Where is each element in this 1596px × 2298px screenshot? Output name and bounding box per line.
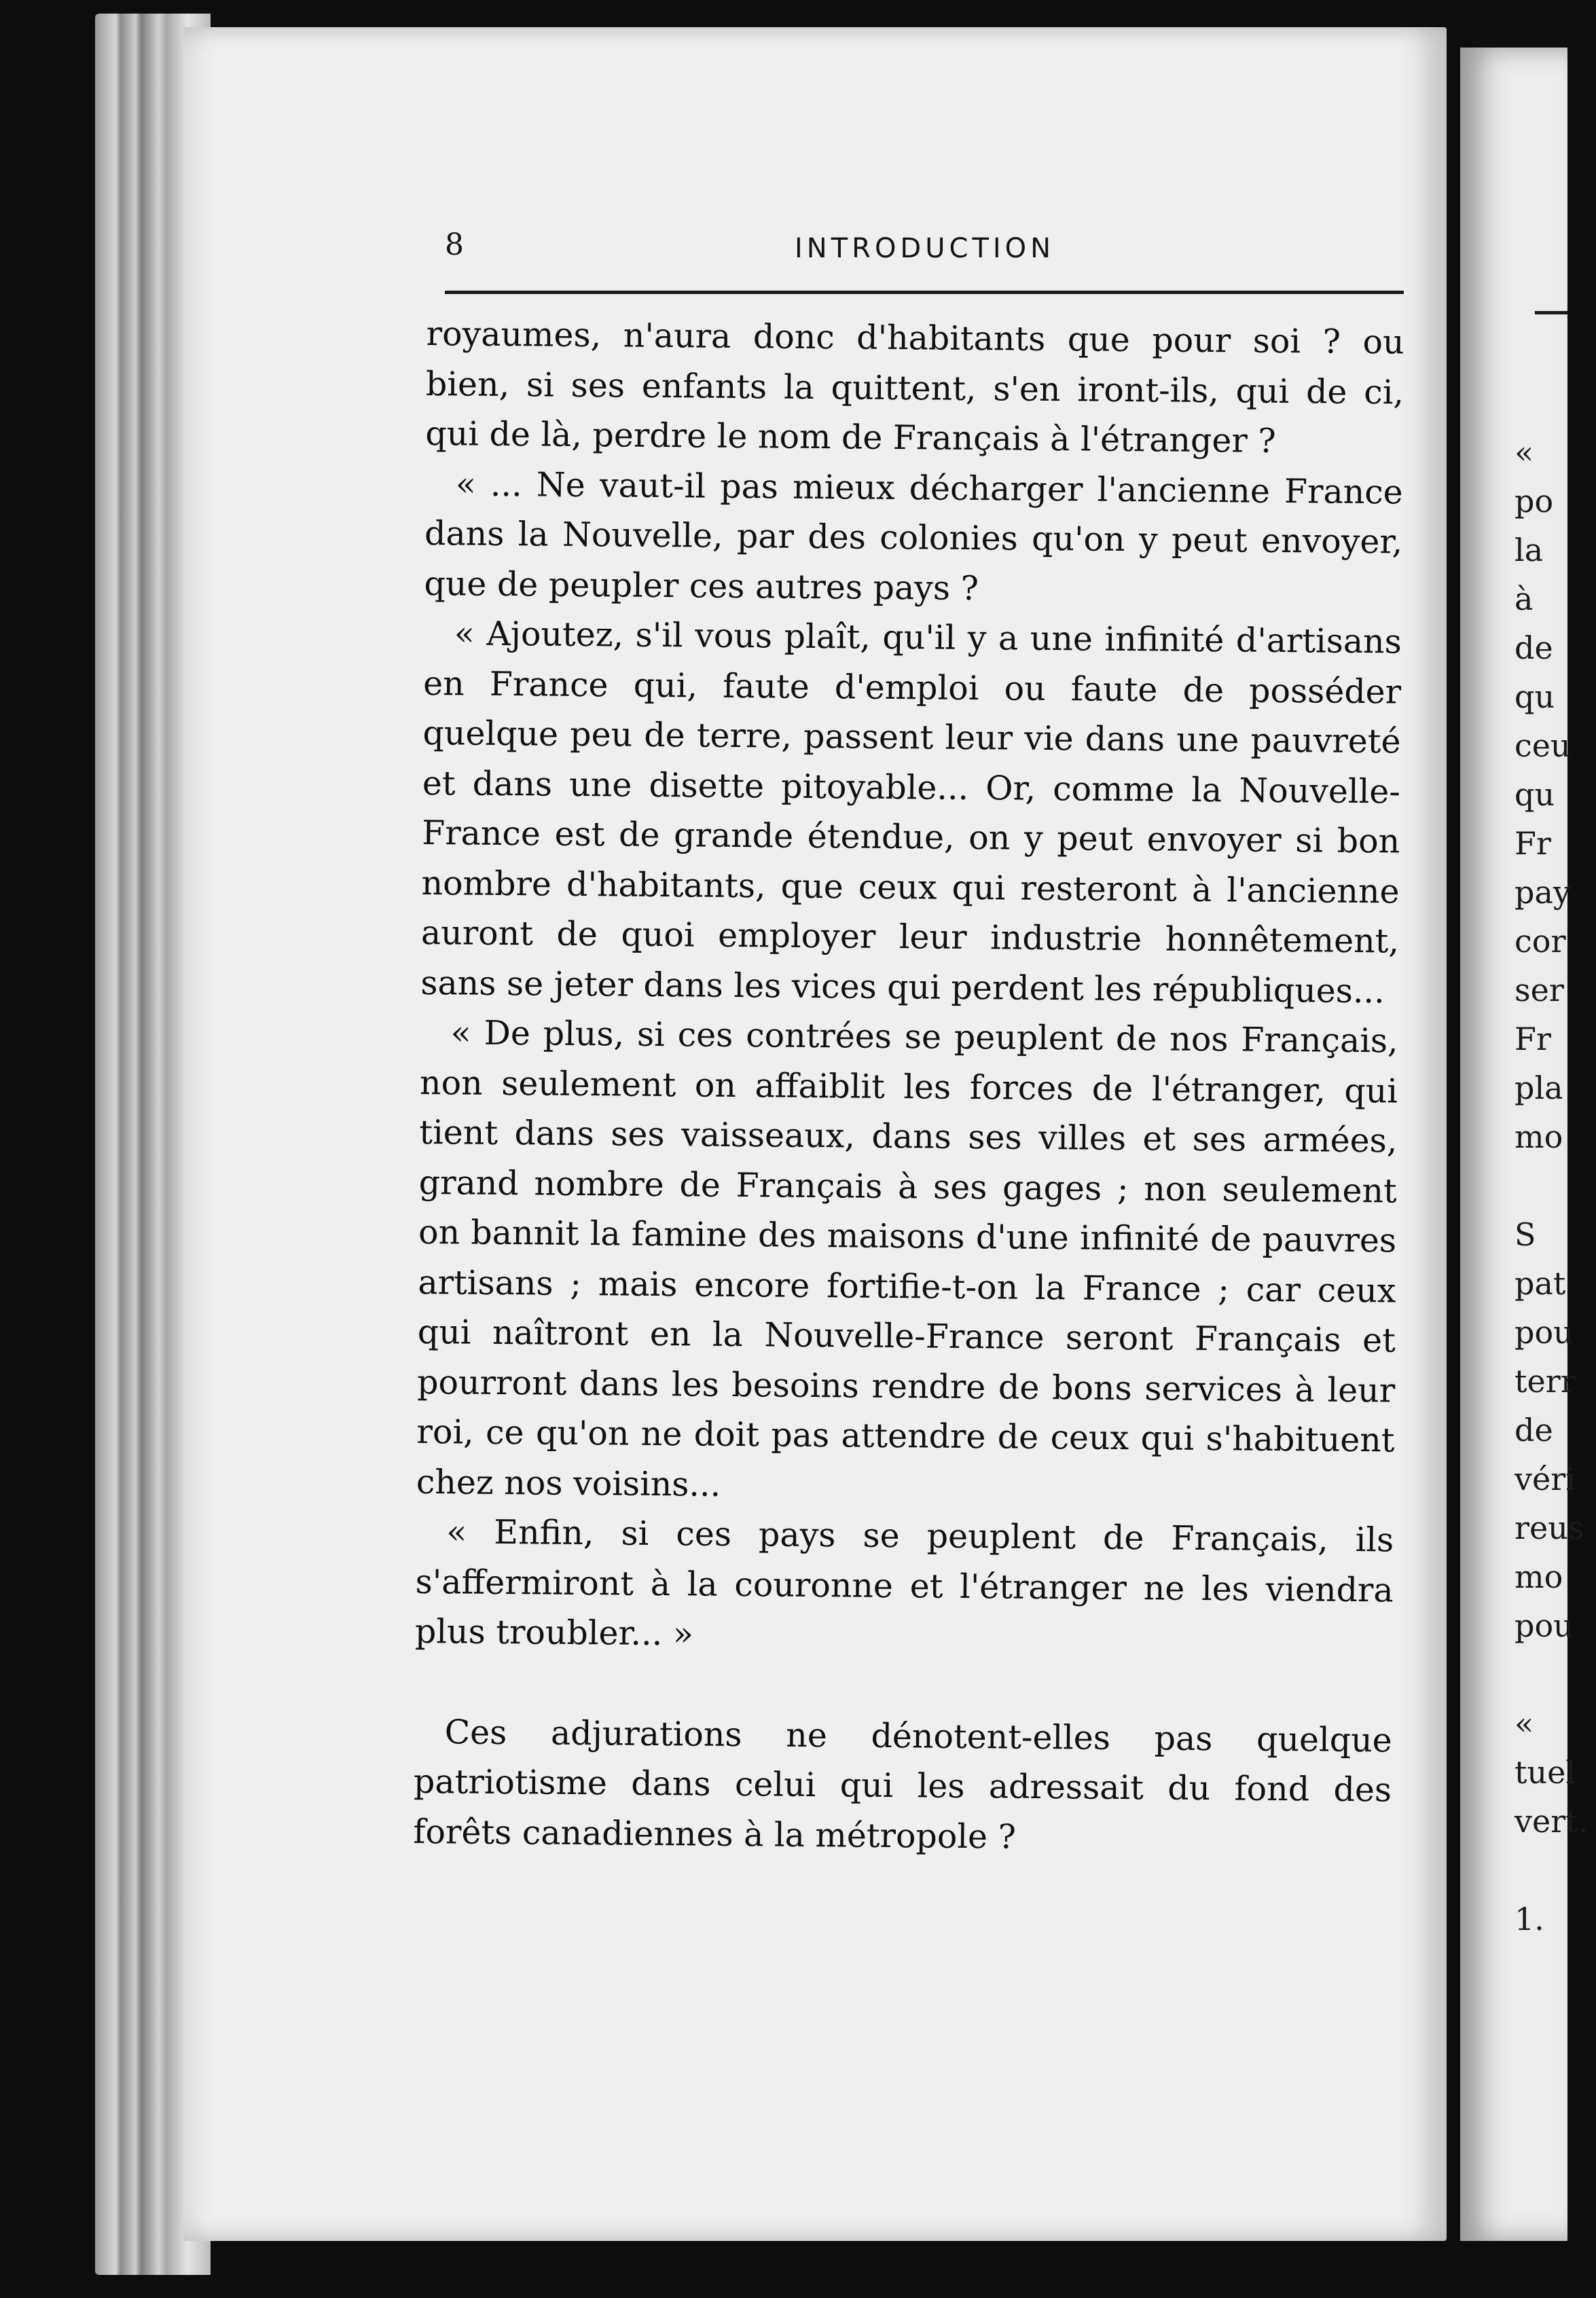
facing-page-fragment: qu <box>1515 678 1555 715</box>
paragraph: « De plus, si ces contrées se peuplent de nos Français, non seulement on affaiblit les forces de l'étranger, qui tient dans ses vaisseaux, dans ses villes et ses armées, grand nombre de Français à ses gages ; non seulement on bannit la famine des maisons d'une infinité de pauvres artisans ; mais encore fortifie-t-on la France ; car ceux qui naîtront en la Nouvelle-France seront Français et pourront dans les besoins rendre de bons services à leur roi, ce qu'on ne doit pas attendre de ceux qui s'habituent chez nos voisins... <box>416 1013 1398 1504</box>
facing-page-fragment: vert. <box>1515 1803 1589 1840</box>
facing-page-fragment: pat <box>1515 1265 1566 1302</box>
facing-page-fragment: pou <box>1515 1314 1574 1351</box>
running-head: INTRODUCTION <box>795 233 1055 264</box>
facing-page-fragment: po <box>1515 483 1554 519</box>
facing-page-fragment: ceu <box>1515 727 1571 764</box>
facing-page-fragment: qu <box>1515 776 1555 813</box>
facing-page-fragment: mo <box>1515 1118 1563 1155</box>
paragraph: « ... Ne vaut-il pas mieux décharger l'ancienne France dans la Nouvelle, par des colonies qu'on y peut envoyer, que de peupler ces autres pays ? <box>424 464 1403 608</box>
facing-page-fragment: S <box>1515 1216 1536 1253</box>
facing-page-fragment: « <box>1515 1705 1534 1742</box>
paragraph: royaumes, n'aura donc d'habitants que pour soi ? ou bien, si ses enfants la quittent, s'en iront-ils, qui de ci, qui de là, perdre le nom de Français à l'étranger ? <box>425 314 1404 460</box>
facing-page-fragment: 1. <box>1515 1901 1544 1937</box>
section-gap <box>414 1656 1393 1715</box>
facing-page-fragment: pla <box>1515 1070 1563 1106</box>
facing-page-fragment: pay <box>1515 874 1571 911</box>
facing-page-text <box>1515 428 1596 1944</box>
facing-page-fragment: terr <box>1515 1363 1576 1400</box>
facing-page-fragment: la <box>1515 532 1544 568</box>
facing-page-fragment: cor <box>1515 923 1566 960</box>
facing-page-fragment: pou <box>1515 1607 1574 1644</box>
paragraph: « Ajoutez, s'il vous plaît, qu'il y a une infinité d'artisans en France qui, faute d'emploi ou faute de posséder quelque peu de terre, passent leur vie dans une pauvreté et dans une disette pitoyable... Or, comme la Nouvelle-France est de grande étendue, on y peut envoyer si bon nombre d'habitants, que ceux qui resteront à l'ancienne auront de quoi employer leur industrie honnêtement, sans se jeter dans les vices qui perdent les républiques... <box>420 614 1402 1010</box>
facing-page-fragment: tuel <box>1515 1754 1576 1791</box>
facing-page-fragment: reus <box>1515 1510 1584 1546</box>
facing-page-fragment: véri <box>1515 1461 1576 1497</box>
page-header <box>445 227 1409 282</box>
facing-page-fragment: Fr <box>1515 1021 1551 1057</box>
facing-page-fragment: de <box>1515 1412 1553 1448</box>
facing-page <box>1460 48 1589 2241</box>
facing-page-fragment <box>1515 1846 1596 1895</box>
facing-page-fragment <box>1515 1650 1596 1699</box>
facing-page-fragment: mo <box>1515 1558 1563 1595</box>
page-body <box>413 309 1404 1865</box>
header-rule <box>445 291 1404 294</box>
page-number: 8 <box>445 227 464 262</box>
facing-page-fragment: « <box>1515 434 1534 471</box>
facing-page-fragment: de <box>1515 630 1553 666</box>
facing-page-fragment: ser <box>1515 972 1564 1008</box>
facing-page-fragment <box>1515 1161 1596 1210</box>
facing-page-fragment: à <box>1515 581 1534 617</box>
closing-paragraph: Ces adjurations ne dénotent-elles pas quelque patriotisme dans celui qui les adressait du fond des forêts canadiennes à la métropole ? <box>413 1712 1392 1857</box>
facing-page-fragment: Fr <box>1515 825 1551 862</box>
facing-page-rule <box>1535 311 1567 314</box>
paragraph: « Enfin, si ces pays se peuplent de Français, ils s'affermiront à la couronne et l'étranger ne les viendra plus troubler... » <box>414 1512 1394 1654</box>
